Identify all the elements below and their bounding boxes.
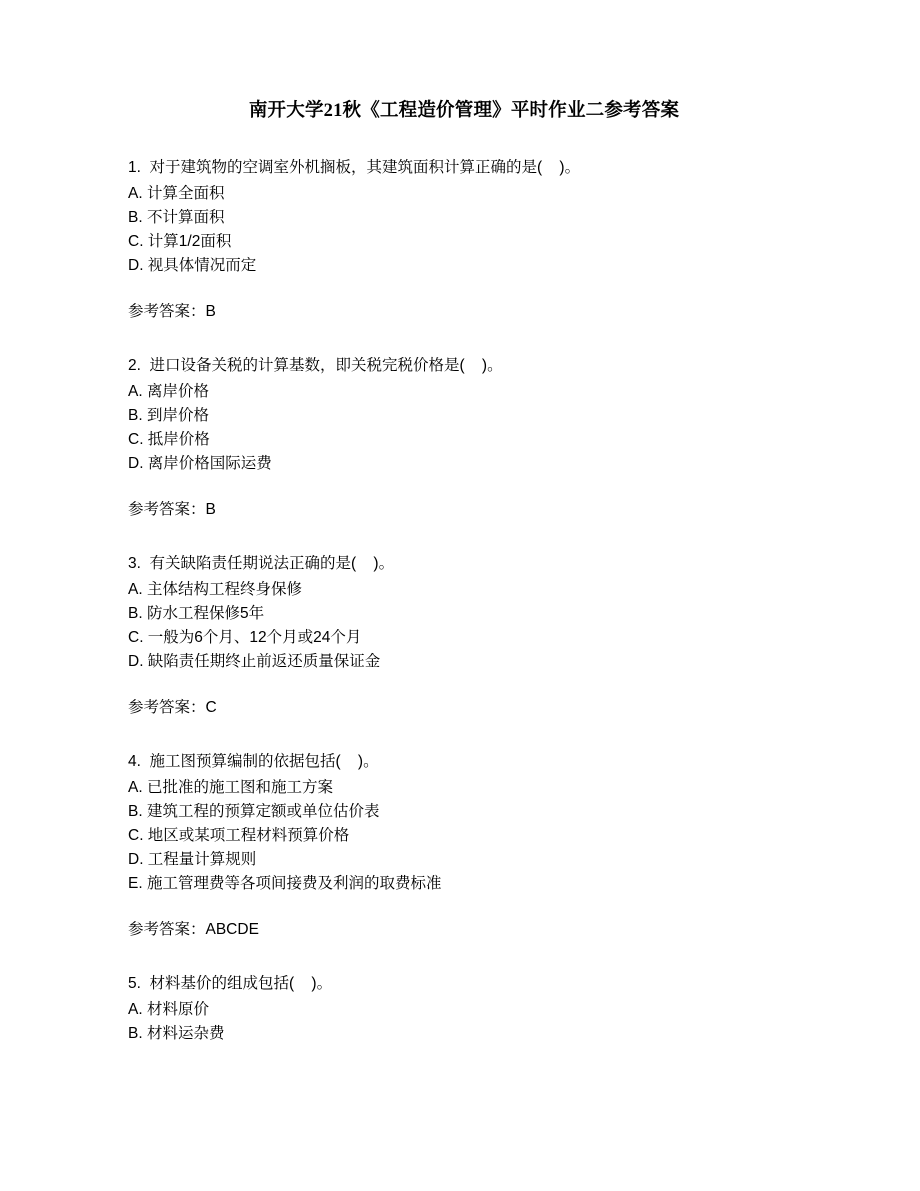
question-item xyxy=(128,750,800,942)
question-stem: 5. 材料基价的组成包括( )。 xyxy=(128,975,333,992)
question-option: C. 计算1/2面积 xyxy=(128,233,232,250)
question-stem: 2. 进口设备关税的计算基数，即关税完税价格是( )。 xyxy=(128,357,503,374)
question-item xyxy=(128,354,800,522)
question-item xyxy=(128,972,800,1046)
question-option: C. 地区或某项工程材料预算价格 xyxy=(128,827,350,844)
question-option: B. 不计算面积 xyxy=(128,209,225,226)
question-answer: 参考答案：B xyxy=(128,303,216,320)
question-option: D. 视具体情况而定 xyxy=(128,257,257,274)
question-option: A. 已批准的施工图和施工方案 xyxy=(128,779,333,796)
question-answer: 参考答案：B xyxy=(128,501,216,518)
question-stem: 1. 对于建筑物的空调室外机搁板，其建筑面积计算正确的是( )。 xyxy=(128,159,581,176)
question-option: C. 抵岸价格 xyxy=(128,431,210,448)
question-option: A. 离岸价格 xyxy=(128,383,209,400)
question-option: A. 主体结构工程终身保修 xyxy=(128,581,302,598)
question-answer: 参考答案：C xyxy=(128,699,217,716)
question-answer: 参考答案：ABCDE xyxy=(128,921,259,938)
question-option: B. 建筑工程的预算定额或单位估价表 xyxy=(128,803,380,820)
question-option: B. 材料运杂费 xyxy=(128,1025,225,1042)
question-option: A. 计算全面积 xyxy=(128,185,225,202)
question-stem: 3. 有关缺陷责任期说法正确的是( )。 xyxy=(128,555,395,572)
question-option: D. 缺陷责任期终止前返还质量保证金 xyxy=(128,653,381,670)
question-option: D. 离岸价格国际运费 xyxy=(128,455,272,472)
question-stem: 4. 施工图预算编制的依据包括( )。 xyxy=(128,753,379,770)
question-option: C. 一般为6个月、12个月或24个月 xyxy=(128,629,362,646)
page-title: 南开大学21秋《工程造价管理》平时作业二参考答案 xyxy=(248,101,680,121)
question-item xyxy=(128,552,800,720)
question-option: E. 施工管理费等各项间接费及利润的取费标准 xyxy=(128,875,442,892)
question-option: B. 到岸价格 xyxy=(128,407,209,424)
question-option: D. 工程量计算规则 xyxy=(128,851,257,868)
question-option: B. 防水工程保修5年 xyxy=(128,605,265,622)
question-item xyxy=(128,156,800,324)
question-option: A. 材料原价 xyxy=(128,1001,209,1018)
